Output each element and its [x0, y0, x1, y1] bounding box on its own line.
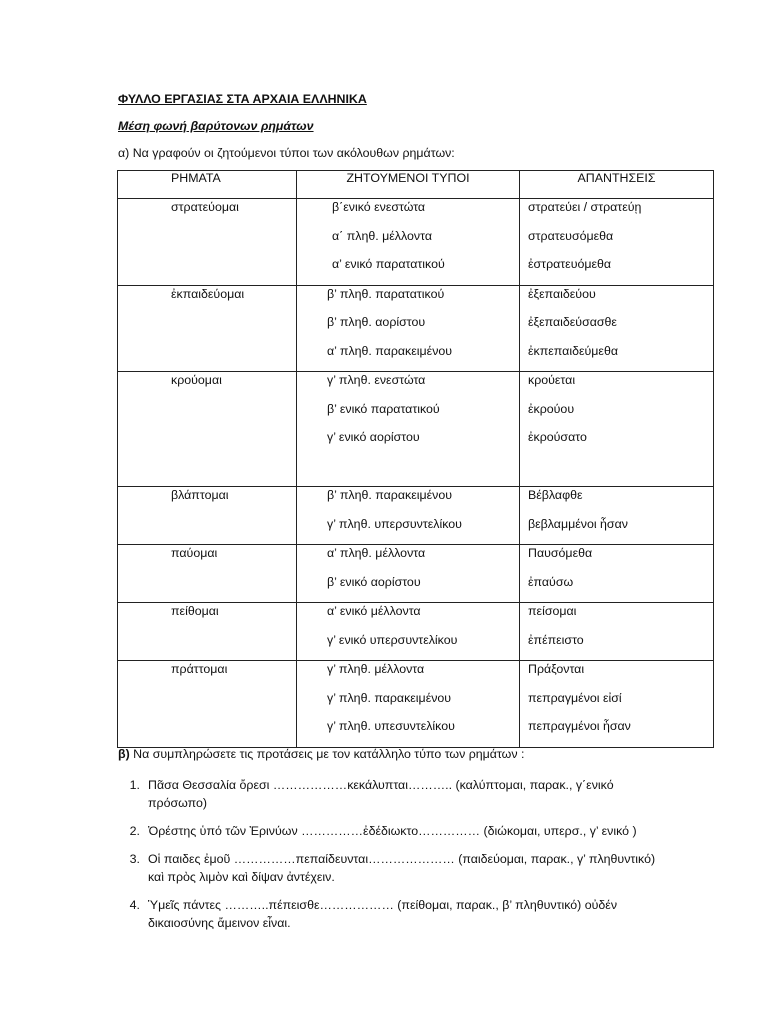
answer-cell: στρατεύει / στρατεύῃ: [528, 200, 642, 214]
answer-cell: στρατευσόμεθα: [528, 228, 614, 243]
answer-cell: Βέβλαφθε: [528, 488, 583, 502]
form-cell: β΄ενικό ενεστώτα: [332, 200, 426, 214]
form-cell: α’ ενικό παρατατικού: [332, 257, 445, 271]
verbs-table: [117, 170, 714, 748]
form-cell: β’ πληθ. αορίστου: [327, 315, 426, 329]
item-text: Ὑμεῖς πάντες ………..πέπεισθε……………… (πείθομαι, παρακ., β’ πληθυντικό) οὐδέν δικαιοσύνης ἄμεινον εἶναι.: [148, 898, 618, 930]
answer-cell: ἐκρούου: [528, 401, 575, 416]
answer-cell: Παυσόμεθα: [528, 546, 593, 560]
form-cell: β’ ενικό παρατατικού: [327, 401, 440, 416]
item-number: 3.: [129, 852, 140, 866]
item-number: 4.: [129, 898, 140, 912]
verb-cell: στρατεύομαι: [171, 200, 239, 214]
answer-cell: ἐκρούσατο: [528, 430, 587, 444]
form-cell: γ’ πληθ. ενεστώτα: [327, 373, 426, 387]
list-item: [118, 896, 658, 932]
part-b-label: β): [118, 747, 130, 761]
item-text: Πᾶσα Θεσσαλία ὄρεσι ………………κεκάλυπται……….. (καλύπτομαι, παρακ., γ΄ενικό πρόσωπο): [148, 778, 614, 810]
column-header-answers: ΑΠΑΝΤΗΣΕΙΣ: [520, 171, 714, 199]
verb-cell: κρούομαι: [171, 373, 222, 387]
verb-cell: πράττομαι: [171, 662, 228, 676]
form-cell: γ’ πληθ. υπεσυντελίκου: [327, 719, 455, 733]
form-cell: β’ πληθ. παρακειμένου: [327, 488, 453, 502]
table-row: [118, 199, 714, 286]
list-item: [118, 822, 658, 840]
answer-cell: πείσομαι: [528, 604, 577, 618]
list-item: [118, 776, 658, 812]
answer-cell: πεπραγμένοι εἰσί: [528, 690, 622, 705]
form-cell: β’ ενικό αορίστου: [327, 574, 421, 589]
answer-cell: ἐξεπαιδεύσασθε: [528, 315, 617, 329]
column-header-forms: ΖΗΤΟΥΜΕΝΟΙ ΤΥΠΟΙ: [297, 171, 520, 199]
table-row: [118, 285, 714, 372]
answer-cell: κρούεται: [528, 373, 576, 387]
instruction-a: α) Να γραφούν οι ζητούμενοι τύποι των ακόλουθων ρημάτων:: [118, 146, 455, 160]
form-cell: α΄ πληθ. μέλλοντα: [332, 228, 432, 243]
verb-cell: ἐκπαιδεύομαι: [171, 286, 245, 301]
form-cell: γ’ πληθ. παρακειμένου: [327, 690, 452, 705]
part-b-instruction: Να συμπληρώσετε τις προτάσεις με τον κατάλληλο τύπο των ρημάτων :: [129, 747, 525, 761]
answer-cell: ἐξεπαιδεύου: [528, 286, 596, 301]
answer-cell: ἐπαύσω: [528, 574, 574, 589]
table-header-row: [118, 171, 714, 199]
table-row: [118, 603, 714, 661]
form-cell: α’ ενικό μέλλοντα: [327, 604, 421, 618]
page-subtitle: Μέση φωνή βαρύτονων ρημάτων: [118, 119, 314, 133]
form-cell: β’ πληθ. παρατατικού: [327, 286, 445, 301]
table-row: [118, 487, 714, 545]
verb-cell: παύομαι: [171, 546, 218, 560]
table-row: [118, 545, 714, 603]
item-text: Ὀρέστης ὑπό τῶν Ἐρινύων ……………ἐδέδιωκτο…………… (διώκομαι, υπερσ., γ’ ενικό ): [148, 824, 637, 838]
answer-cell: [520, 458, 713, 487]
table-row: [118, 372, 714, 487]
form-cell: [297, 458, 519, 487]
answer-cell: ἐκπεπαιδεύμεθα: [528, 343, 618, 358]
verb-cell: πείθομαι: [171, 604, 219, 618]
list-item: [118, 850, 658, 886]
exercise-list: [118, 776, 658, 942]
answer-cell: Πράξονται: [528, 662, 585, 676]
item-number: 2.: [129, 824, 140, 838]
verb-cell: βλάπτομαι: [171, 488, 229, 502]
form-cell: γ’ ενικό υπερσυντελίκου: [327, 632, 458, 647]
form-cell: γ’ πληθ. μέλλοντα: [327, 662, 425, 676]
answer-cell: πεπραγμένοι ἦσαν: [528, 719, 631, 733]
form-cell: α’ πληθ. μέλλοντα: [327, 546, 426, 560]
instruction-b: [118, 747, 524, 762]
answer-cell: βεβλαμμένοι ἦσαν: [528, 516, 628, 531]
page-title: ΦΥΛΛΟ ΕΡΓΑΣΙΑΣ ΣΤΑ ΑΡΧΑΙΑ ΕΛΛΗΝΙΚΑ: [118, 92, 367, 106]
item-number: 1.: [129, 778, 140, 792]
form-cell: γ’ ενικό αορίστου: [327, 430, 420, 444]
item-text: Οἱ παιδες ἐμοῦ ……………πεπαίδευνται………………… (παιδεύομαι, παρακ., γ’ πληθυντικό) καὶ πρὸς λιμὸν καὶ δίψαν ἀντέχειν.: [148, 852, 656, 884]
table-row: [118, 661, 714, 748]
form-cell: γ’ πληθ. υπερσυντελίκου: [327, 516, 462, 531]
column-header-verbs: ΡΗΜΑΤΑ: [118, 171, 297, 199]
answer-cell: ἐπέπειστο: [528, 632, 584, 647]
form-cell: α’ πληθ. παρακειμένου: [327, 343, 453, 358]
answer-cell: ἐστρατευόμεθα: [528, 257, 612, 271]
